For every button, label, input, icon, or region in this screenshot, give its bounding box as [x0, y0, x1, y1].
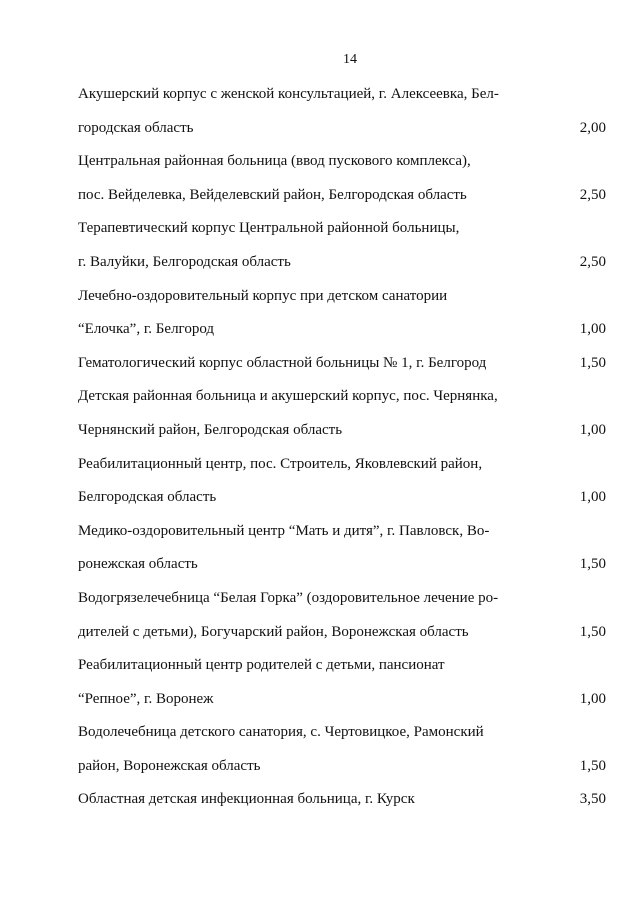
entry-value: 1,50	[579, 354, 606, 371]
list-item	[78, 216, 606, 283]
entry-line	[78, 552, 606, 586]
entry-text: пос. Вейделевка, Вейделевский район, Белгородская область	[78, 186, 467, 203]
entry-text: Гематологический корпус областной больницы № 1, г. Белгород	[78, 354, 487, 371]
entry-value: 2,00	[579, 119, 606, 136]
list-item	[78, 452, 606, 519]
entry-line	[78, 351, 606, 385]
entry-line	[78, 519, 606, 553]
entry-text: Акушерский корпус с женской консультацией, г. Алексеевка, Бел-	[78, 86, 499, 102]
entry-line	[78, 620, 606, 654]
entry-text: Медико-оздоровительный центр “Мать и дитя”, г. Павловск, Во-	[78, 522, 490, 539]
facility-list	[78, 82, 606, 821]
list-item	[78, 82, 606, 149]
entry-text: Лечебно-оздоровительный корпус при детском санатории	[78, 287, 448, 304]
entry-text: Реабилитационный центр, пос. Строитель, Яковлевский район,	[78, 455, 483, 472]
list-item	[78, 720, 606, 787]
entry-text: дителей с детьми), Богучарский район, Воронежская область	[78, 623, 469, 640]
entry-text: Центральная районная больница (ввод пускового комплекса),	[78, 153, 471, 170]
entry-value: 1,00	[579, 321, 606, 338]
page-number: 14	[343, 52, 357, 67]
entry-line	[78, 586, 606, 620]
entry-value: 2,50	[579, 186, 606, 203]
list-item	[78, 653, 606, 720]
list-item	[78, 351, 606, 385]
entry-line	[78, 787, 606, 821]
entry-line	[78, 183, 606, 217]
entry-text: район, Воронежская область	[78, 757, 261, 774]
entry-text: Чернянский район, Белгородская область	[78, 421, 343, 438]
entry-text: “Репное”, г. Воронеж	[78, 690, 214, 707]
entry-line	[78, 116, 606, 150]
entry-value: 1,00	[579, 690, 606, 707]
entry-text: городская область	[78, 119, 194, 136]
entry-line	[78, 216, 606, 250]
entry-value: 1,50	[579, 757, 606, 774]
entry-text: Детская районная больница и акушерский корпус, пос. Чернянка,	[78, 388, 498, 405]
entry-line	[78, 250, 606, 284]
entry-text: Терапевтический корпус Центральной районной больницы,	[78, 220, 460, 237]
entry-text: Водолечебница детского санатория, с. Чертовицкое, Рамонский	[78, 724, 484, 741]
entry-value: 2,50	[579, 253, 606, 270]
entry-text: г. Валуйки, Белгородская область	[78, 253, 291, 270]
entry-line	[78, 317, 606, 351]
entry-line	[78, 754, 606, 788]
entry-line	[78, 284, 606, 318]
entry-value: 3,50	[579, 791, 606, 808]
list-item	[78, 519, 606, 586]
entry-text: “Елочка”, г. Белгород	[78, 321, 215, 338]
entry-text: Белгородская область	[78, 489, 217, 506]
entry-value: 1,00	[579, 489, 606, 506]
entry-value: 1,50	[579, 556, 606, 573]
entry-text: Реабилитационный центр родителей с детьми, пансионат	[78, 657, 445, 674]
entry-line	[78, 687, 606, 721]
list-item	[78, 284, 606, 351]
entry-text: Областная детская инфекционная больница, г. Курск	[78, 791, 415, 808]
entry-line	[78, 149, 606, 183]
entry-line	[78, 485, 606, 519]
list-item	[78, 384, 606, 451]
list-item	[78, 586, 606, 653]
entry-text: ронежская область	[78, 556, 198, 573]
entry-line	[78, 418, 606, 452]
entry-line	[78, 720, 606, 754]
entry-value: 1,50	[579, 623, 606, 640]
entry-line	[78, 384, 606, 418]
list-item	[78, 149, 606, 216]
entry-value: 1,00	[579, 421, 606, 438]
entry-line	[78, 653, 606, 687]
entry-text: Водогрязелечебница “Белая Горка” (оздоровительное лечение ро-	[78, 589, 499, 606]
entry-line	[78, 452, 606, 486]
list-item	[78, 787, 606, 821]
entry-line	[78, 82, 606, 116]
